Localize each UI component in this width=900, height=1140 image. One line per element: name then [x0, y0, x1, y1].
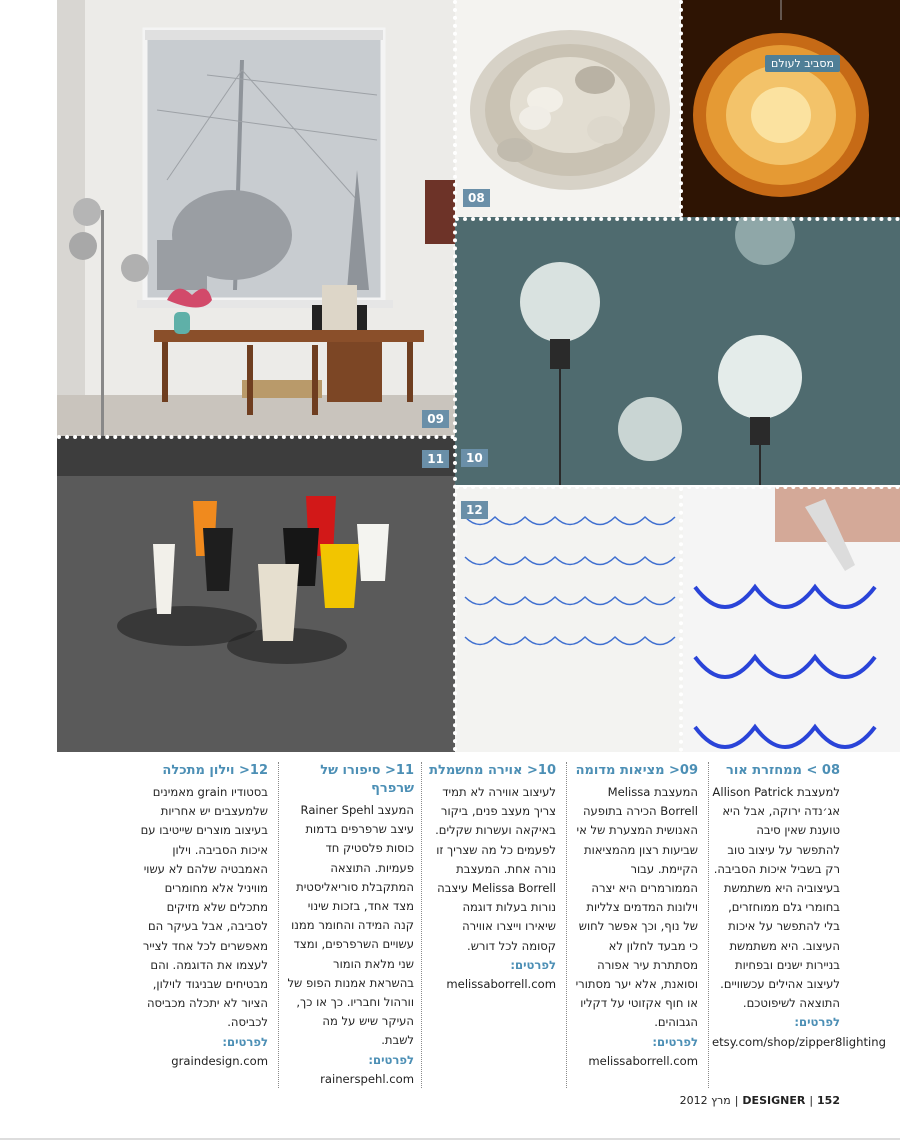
- article-08-details-label: לפרטים:: [794, 1015, 840, 1030]
- article-12-body: בסטודיו grain מאמינים שלמעצבים יש אחריות בעיצוב מוצרים שייטיבו עם איכות הסביבה. וילון האמבטיה שלהם לא עשוי מוויניל אלא מחומרים מתכלים שלא מזיקים לסביבה, אבל בעיקר הם מאפשרים לכל אחד לצייר לעצמו את הדוגמה. והם מבטיחים שבניגוד לוילון, הציור לא יתכלה מכביסה לכביסה.: [140, 785, 268, 1030]
- magazine-name: DESIGNER: [742, 1094, 806, 1107]
- photo-divider: [679, 0, 683, 217]
- column-divider: [708, 762, 709, 1088]
- article-11-details-label: לפרטים:: [368, 1052, 414, 1067]
- photo-12-number: 12: [461, 501, 488, 519]
- column-divider: [278, 762, 279, 1088]
- article-12-heading: 12< וילון מתכלה: [162, 763, 268, 778]
- article-10-heading: 10< אוירה מחשמלת: [429, 763, 556, 778]
- curtain-illustration: [455, 487, 900, 752]
- article-08-heading: 08 > ממחזרת אור: [726, 763, 840, 778]
- paper-lamp-illustration: [455, 0, 681, 217]
- photo-09-number: 09: [422, 410, 449, 428]
- article-12-details-label: לפרטים:: [222, 1034, 268, 1049]
- article-11-heading: 11< סיפורו של שרפרף: [320, 763, 414, 796]
- article-08: [712, 762, 886, 1052]
- photo-10-bulbs: [455, 217, 900, 485]
- photo-11-number: 11: [422, 450, 449, 468]
- page-footer: 152|DESIGNER|מרץ 2012: [679, 1094, 840, 1107]
- article-12-link[interactable]: graindesign.com: [171, 1053, 268, 1068]
- page-number: 152: [817, 1094, 840, 1107]
- photo-divider: [679, 487, 683, 752]
- article-09-link[interactable]: melissaborrell.com: [588, 1053, 698, 1068]
- photo-11-cups: [57, 436, 455, 752]
- photo-08-paper-lamp: [455, 0, 681, 217]
- article-09-details-label: לפרטים:: [652, 1034, 698, 1049]
- article-08-link[interactable]: etsy.com/shop/zipper8lighting: [712, 1034, 886, 1049]
- column-divider: [421, 762, 422, 1088]
- photo-09-room-window: [57, 0, 455, 436]
- article-10-link[interactable]: melissaborrell.com: [446, 977, 556, 992]
- photo-10-number: 10: [461, 449, 488, 467]
- lit-lamp-illustration: [681, 0, 900, 217]
- photo-08-lit-lamp: [681, 0, 900, 217]
- article-08-body: למעצבת Allison Patrick אג׳נדה ירוקה, אבל היא טוענת שאין סיבה להתפשר על עיצוב טוב רק בשביל איכות הסביבה. בעיצוביה היא משתמשת בחומרי גלם ממוחזרים, בלי להתפשר על איכות העיצוב. היא משתמשת בניירות ישנים ובפחיות לעיצוב אהילים עכשוויים. התוצאה לשיפוטכם.: [712, 785, 840, 1011]
- photo-divider: [453, 0, 457, 752]
- article-09: [570, 762, 698, 1071]
- article-12: [140, 762, 268, 1071]
- article-09-body: המעצבת Melissa Borrell הכירה בתופעה האנושית המצערת של אי שביעות רצון מהמציאות הקיימת. עבור הממורמרים היא יצרה וילונות המדמים צלליות של נוף, וכך אפשר לחוש כי מבעד לחלון לא מסתתרת עיר אפורה וסואנת, אלא יער מסתורי או חוף אקזוטי על דקליו הגבוהים.: [575, 785, 698, 1030]
- photo-divider: [57, 435, 455, 439]
- article-10-body: לעיצוב אווירה לא תמיד צריך מעצב פנים, ביקור באיקאה ועשרות שקלים. לפעמים כל מה שצריך זו נורה אחת. המעצבת Melissa Borrell עיצבה נורות בעלות דוגמה שיאירו וייצרו אווירה קסומה לכל דורש.: [435, 785, 556, 953]
- bulbs-illustration: [455, 217, 900, 485]
- article-11-link[interactable]: rainerspehl.com: [320, 1071, 414, 1086]
- photo-08-number: 08: [463, 189, 490, 207]
- article-09-heading: 09< מציאות מדומה: [575, 763, 698, 778]
- article-10-details-label: לפרטים:: [510, 957, 556, 972]
- photo-08-caption-tag: מסביב לעולם: [765, 55, 840, 72]
- article-11-body: המעצב Rainer Spehl עיצב שרפרפים בדמות כוסות פלסטיק חד פעמיות. התוצאה המתקבלת סוריאליסטית מצד אחד, בזכות שינוי קנה המידה והחומר ממנו עשויים השרפרפים, ומצד שני מלאת הומור בהשראת אמנות הפופ של וורהול וחבריו. כך או כך, העיקר שיש על מה לשבת.: [287, 803, 414, 1048]
- photo-12-curtain: [455, 487, 900, 752]
- photo-divider: [455, 485, 900, 489]
- column-divider: [566, 762, 567, 1088]
- article-11: [286, 762, 414, 1089]
- cups-illustration: [57, 436, 455, 752]
- photo-divider: [455, 217, 900, 221]
- article-10: [428, 762, 556, 994]
- room-illustration: [57, 0, 455, 436]
- issue-date: מרץ 2012: [679, 1094, 731, 1107]
